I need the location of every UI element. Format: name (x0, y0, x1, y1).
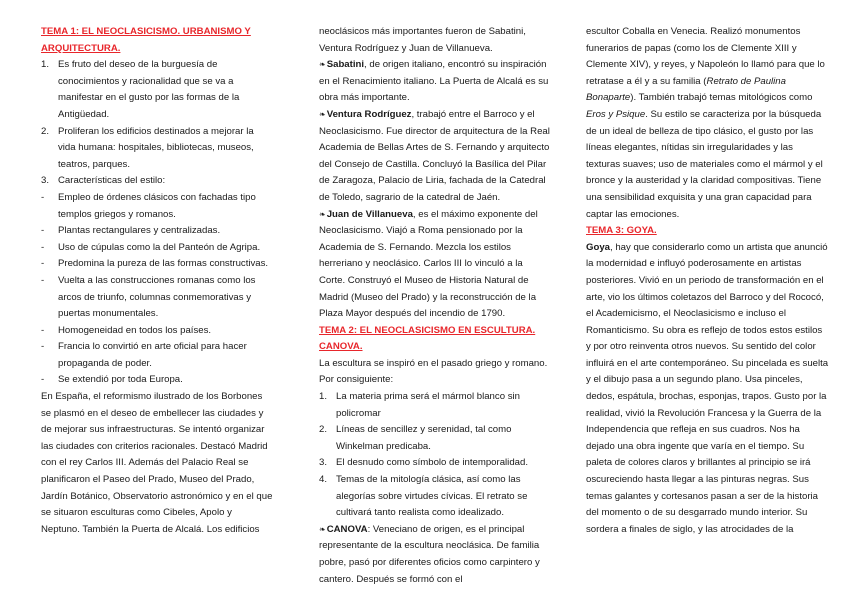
spain-urbanism-paragraph: En España, el reformismo ilustrado de los Borbones se plasmó en el deseo de embellecer las ciudades y de mejorar sus infraestructuras. Se intentó organizar las ciudades con criterios racionales. Destacó Madrid con el rey Carlos III. Además del Palacio Real se planificaron el Paseo del Prado, Museo del Prado, Jardín Botánico, Observatorio astronómico y en el que se situaron esculturas como Cibeles, Apolo y Neptuno. También la Puerta de Alcalá. Los edificios (41, 391, 273, 535)
goya-name: Goya (586, 241, 610, 253)
list-item (41, 57, 273, 123)
list-item (41, 323, 273, 340)
list-item-text: Francia lo convirtió en arte oficial para hacer propaganda de poder. (58, 341, 247, 369)
goya-paragraph (586, 240, 829, 539)
villanueva-text: , es el máximo exponente del Neoclasicismo. Viajó a Roma pensionado por la Academia de S. Fernando. Mezcla los estilos herreriano y neoclásico. Carlos III lo vinculó a la Corte. Construyó el Museo de Historia Natural de Madrid (Museo del Prado) y la reconstrucción de la Plaza Mayor después del incendio de 1790. (319, 208, 538, 320)
tema1-heading: TEMA 1: EL NEOCLASICISMO. URBANISMO Y ARQUITECTURA. (41, 26, 251, 54)
tema2-heading: TEMA 2: EL NEOCLASICISMO EN ESCULTURA. CANOVA. (319, 324, 536, 353)
list-item-text: Es fruto del deseo de la burguesía de conocimientos y racionalidad que se va a manifestar en el gusto por las formas de la Antigüedad. (58, 59, 240, 120)
list-item-text: Empleo de órdenes clásicos con fachadas tipo templos griegos y romanos. (58, 191, 256, 220)
fleuron-icon: ❧ (319, 109, 325, 119)
dash-marker: - (41, 324, 45, 336)
canova-continued-text: . Su estilo se caracteriza por la búsqueda de un ideal de belleza de tipo clásico, el gusto por las líneas elegantes, nítidas sin irregularidades y las texturas suaves; uso de materiales como el mármol y el bronce y la austeridad y la claridad compositivas. Tiene una sensibilidad exquisita y una gran capacidad para captar las emociones. (586, 108, 823, 220)
ventura-paragraph (319, 107, 550, 207)
fleuron-icon: ❧ (319, 524, 325, 534)
dash-marker: - (41, 241, 45, 253)
villanueva-name: Juan de Villanueva (326, 208, 413, 220)
list-item (41, 173, 273, 190)
list-item-text: Temas de la mitología clásica, así como las alegorías sobre virtudes cívicas. El retrato se cultivará tanto realista como idealizado. (336, 474, 528, 519)
dash-marker: - (41, 274, 45, 286)
list-item (41, 223, 273, 240)
canova-name: CANOVA (326, 523, 368, 535)
list-item-text: Homogeneidad en todos los países. (58, 324, 212, 336)
list-item (319, 472, 550, 522)
list-item (319, 389, 550, 422)
list-item-text: Vuelta a las construcciones romanas como los arcos de triunfo, columnas conmemorativas y puertas monumentales. (58, 274, 256, 320)
list-item (319, 455, 550, 472)
list-item-text: Líneas de sencillez y serenidad, tal como Winkelman predicaba. (336, 424, 512, 452)
list-number: 1. (41, 59, 50, 71)
list-item (41, 124, 273, 174)
list-item (41, 190, 273, 223)
ventura-name: Ventura Rodríguez (326, 108, 412, 120)
list-item (41, 273, 273, 323)
architects-intro: neoclásicos más importantes fueron de Sabatini, Ventura Rodríguez y Juan de Villanueva. (319, 26, 526, 54)
list-number: 3. (319, 457, 328, 469)
list-item-text: Uso de cúpulas como la del Panteón de Agripa. (58, 241, 261, 253)
dash-marker: - (41, 374, 45, 386)
ventura-text: , trabajó entre el Barroco y el Neoclasicismo. Fue director de arquitectura de la Real Academia de Bellas Artes de S. Fernando y arquitecto del Consejo de Castilla. Concluyó la Basílica del Pilar de Zaragoza, Palacio de Liria, fachada de la Catedral de Toledo, sagrario de la catedral de Jaén. (319, 108, 550, 203)
list-item-text: Características del estilo: (58, 175, 166, 187)
canova-paragraph (319, 522, 550, 588)
fleuron-icon: ❧ (319, 60, 325, 70)
list-number: 3. (41, 175, 50, 187)
villanueva-paragraph (319, 207, 550, 323)
column-2 (319, 24, 550, 588)
list-item-text: Se extendió por toda Europa. (58, 374, 183, 386)
list-item (41, 372, 273, 389)
sculpture-intro: La escultura se inspiró en el pasado griego y romano. Por consiguiente: (319, 357, 548, 386)
sculpture-features-list (319, 389, 550, 522)
dash-marker: - (41, 341, 45, 353)
sabatini-name: Sabatini (326, 59, 365, 71)
work-title: Eros y Psique (586, 108, 646, 120)
list-item (41, 256, 273, 273)
dash-marker: - (41, 225, 45, 237)
tema1-numbered-list (41, 57, 273, 190)
canova-text: : Veneciano de origen, es el principal representante de la escultura neoclásica. De familia pobre, pasó por diferentes oficios como carpintero y cantero. Después se formó con el (319, 523, 540, 585)
list-item-text: Predomina la pureza de las formas constructivas. (58, 258, 269, 270)
list-number: 1. (319, 391, 328, 403)
column-1 (41, 24, 273, 538)
list-item-text: Plantas rectangulares y centralizadas. (58, 225, 221, 237)
list-item (319, 422, 550, 455)
work-title: Retrato de Paulina Bonaparte (586, 75, 786, 104)
list-item-text: El desnudo como símbolo de intemporalidad. (336, 457, 528, 469)
sabatini-paragraph (319, 57, 550, 107)
goya-text: , hay que considerarlo como un artista que anunció la modernidad e influyó poderosamente en artistas posteriores. Vivió en un periodo de transformación en el arte, vio los últimos coletazos del Barroco y del Rococó, el Academicismo, el Neoclasicismo e incluso el Romanticismo. Su obra es reflejo de todos estos estilos y por otro reinventa otros nuevos. Su sentido del color influirá en el arte contemporáneo. Su pincelada es suelta y el dibujo pasa a un segundo plano. Usa pinceles, dedos, espátula, brochas, esponjas, trapos. Gusto por la realidad, vivió la Revolución Francesa y la Guerra de la Independencia que refleja en sus cuadros. Nos ha dejado una obra ingente que varía en el tiempo. Su paleta de colores claros y brillantes al principio se irá oscureciendo hasta llegar a las pinturas negras. Sus temas galantes y cortesanos pasan a ser de la historia del momento o de su desgarrado mundo interior. Su sordera a finales de siglo, y las atrocidades de la (586, 241, 829, 535)
list-number: 2. (319, 424, 328, 436)
canova-continued-text: escultor Coballa en Venecia. Realizó monumentos funerarios de papas (como los de Clemente XIII y Clemente XIV), y reyes, y Napoleón lo llamó para que lo retratase a él y a su familia ( (586, 26, 825, 87)
style-features-list (41, 190, 273, 389)
tema3-heading: TEMA 3: GOYA. (586, 225, 657, 237)
canova-continued-paragraph (586, 24, 829, 223)
dash-marker: - (41, 258, 45, 270)
fleuron-icon: ❧ (319, 209, 325, 219)
list-number: 2. (41, 125, 50, 137)
list-item-text: Proliferan los edificios destinados a mejorar la vida humana: hospitales, bibliotecas, museos, teatros, parques. (58, 125, 254, 170)
list-item-text: La materia prima será el mármol blanco sin policromar (336, 391, 520, 419)
list-item (41, 240, 273, 257)
sabatini-text: , de origen italiano, encontró su inspiración en el Renacimiento italiano. La Puerta de Alcalá es su obra más importante. (319, 59, 549, 104)
column-3 (586, 24, 829, 538)
canova-continued-text: ). También trabajó temas mitológicos como (630, 92, 813, 104)
list-item (41, 339, 273, 372)
dash-marker: - (41, 191, 45, 203)
list-number: 4. (319, 474, 328, 486)
